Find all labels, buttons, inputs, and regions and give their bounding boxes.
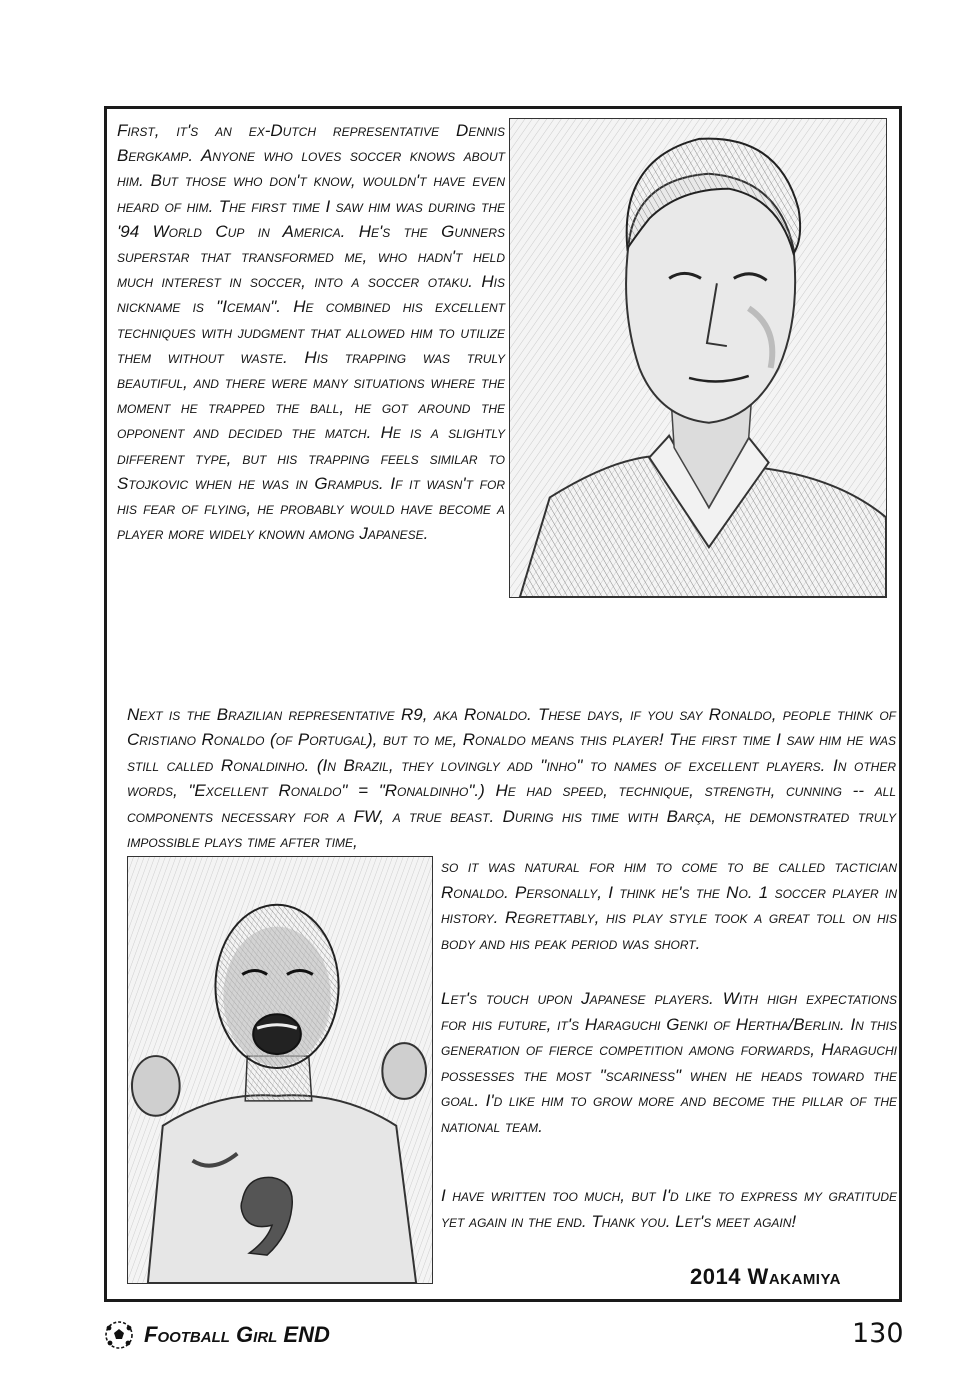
ronaldo-paragraph: Next is the Brazilian representative R9, aka Ronaldo. These days, if you say Ronaldo, people think of Cristiano Ronaldo (of Portugal), but to me, Ronaldo means this player! The first time I saw him he was still called Ronaldinho. (In Brazil, they lovingly add "inho" to names of excellent players. In other words, "Excellent Ronaldo" = "Ronaldinho".) He had speed, technique, strength, cunning -- all components necessary for a FW, a true beast. During his time with Barça, he demonstrated truly impossible plays time after time, (127, 705, 896, 852)
soccer-ball-icon (104, 1320, 134, 1350)
bergkamp-illustration (509, 118, 887, 598)
bergkamp-paragraph: First, it's an ex-Dutch representative Dennis Bergkamp. Anyone who loves soccer knows about him. But those who don't know, wouldn't have even heard of him. The first time I saw him was during the '94 World Cup in America. He's the Gunners superstar that transformed me, who hadn't held much interest in soccer, into a soccer otaku. His nickname is "Iceman". He combined his excellent techniques with judgment that allowed him to utilize them without waste. His trapping was truly beautiful, and there were many situations where the moment he trapped the ball, he got around the opponent and decided the match. He is a slightly different type, but his trapping feels similar to Stojkovic when he was in Grampus. If it wasn't for his fear of flying, he probably would have become a player more widely known among Japanese. (117, 121, 505, 544)
closing-paragraph: I have written too much, but I'd like to express my gratitude yet again in the end. Thank you. Let's meet again! (441, 1186, 897, 1231)
page-number: 130 (852, 1318, 904, 1349)
author-signature: 2014 Wakamiya (690, 1264, 841, 1289)
ronaldo-illustration (127, 856, 433, 1284)
footer-title-text: Football Girl END (144, 1322, 330, 1347)
ronaldo-paragraph-continued: so it was natural for him to come to be called tactician Ronaldo. Personally, I think he's the No. 1 soccer player in history. Regrettably, his play style took a great toll on his body and his peak period was short. (441, 857, 897, 953)
footer-title (104, 1320, 330, 1350)
haraguchi-paragraph: Let's touch upon Japanese players. With high expectations for his future, it's Haraguchi Genki of Hertha/Berlin. In this generation of fierce competition among forwards, Haraguchi possesses the most "scariness" when he heads toward the goal. I'd like him to grow more and become the pillar of the national team. (441, 989, 897, 1136)
